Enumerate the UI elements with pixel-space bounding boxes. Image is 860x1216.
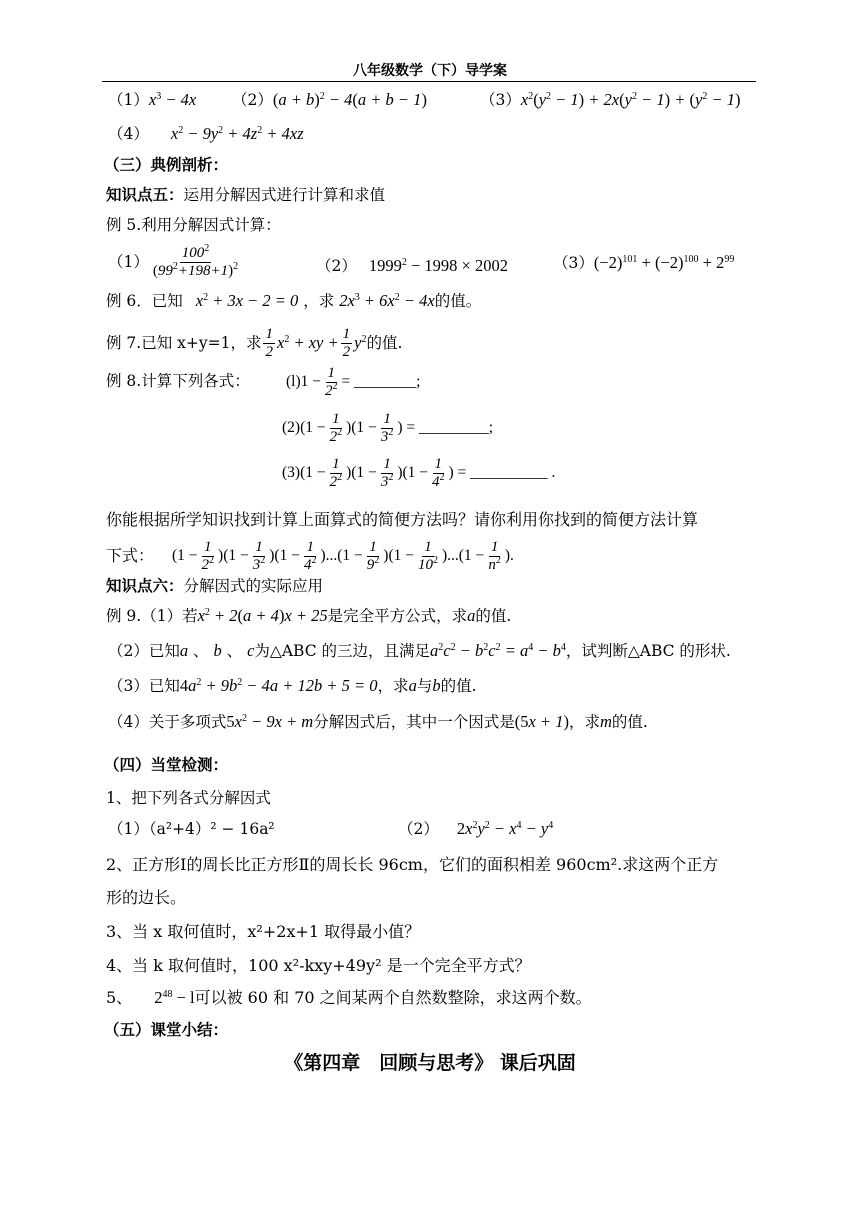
exercise-2-row: [232, 90, 427, 110]
example-8-part-1: (l)1 − $\frac{1}{2^2}$ = ________;: [286, 364, 421, 399]
example-5-text: 例 5.利用分解因式计算：: [106, 216, 281, 234]
example-5-part-1: [108, 241, 242, 283]
ex9-p3-a: （3）已知: [108, 677, 180, 695]
exercise-4-expression: $x^2 - 9y^2 + 4z^2 + 4xz$: [170, 124, 304, 143]
ex5-part-3-expression: $(-2)^{101} + (-2)^{100} + 2^{99}$: [593, 253, 735, 272]
ex9-p2-b: 为△ABC 的三边，且满足: [254, 642, 431, 660]
ex5-part-2-expression: $1999^2 - 1998 \times 2002$: [368, 256, 508, 275]
exercise-4-label: （4）: [108, 125, 149, 143]
ex9-p2-c: ，试判断△ABC 的形状.: [565, 642, 731, 660]
example-8-part-2: (2)(1 − $\frac{1}{2^2}$ )(1 − $\frac{1}{3^2}$ ) = _________;: [282, 410, 494, 445]
ex6-suffix: 的值。: [434, 292, 482, 310]
example-6: [106, 291, 481, 311]
example-7: [106, 323, 402, 363]
knowledge-point-6: [106, 576, 323, 596]
exercise-4-row: [108, 124, 304, 144]
page-header-title: 八年级数学（下）导学案: [353, 63, 507, 79]
ex9-p4-d: 的值.: [611, 713, 648, 731]
exercise-3-row: [480, 90, 740, 110]
ex9-p4-factor: (5x + 1): [514, 712, 569, 731]
knowledge-point-5: [106, 185, 385, 205]
ex9-p3-c: 与: [416, 677, 433, 695]
ex7-prefix: 例 7.已知 x+y=1，求: [106, 334, 262, 352]
question-line-2-label: 下式：: [106, 546, 155, 565]
check-2-line-1: 2、正方形Ⅰ的周长比正方形Ⅱ的周长长 96cm，它们的面积相差 960cm².求这两个正方: [106, 855, 719, 874]
ex6-condition: $x^2 + 3x - 2 = 0$: [195, 291, 299, 310]
kp6-label: 知识点六：: [106, 577, 184, 595]
ex7-half-2: $\frac{1}{2}$: [342, 325, 351, 360]
kp5-text: 运用分解因式进行计算和求值: [183, 186, 386, 204]
ex6-mid: ，求: [303, 292, 335, 310]
example-9-part-3: （3）已知$4a^2 + 9b^2 - 4a + 12b + 5 = 0$，求a与b的值.: [108, 676, 477, 695]
ex9-p3-b: ，求: [377, 677, 409, 695]
ex9-p2-vars: a: [179, 641, 189, 660]
example-5-part-3: [553, 253, 734, 273]
chapter-title: 《第四章 回顾与思考》 课后巩固: [284, 1052, 576, 1074]
exercise-2-label: （2）: [232, 91, 273, 109]
question-line-1: 你能根据所学知识找到计算上面算式的简便方法吗？请你利用你找到的简便方法计算: [106, 510, 699, 529]
exercise-3-label: （3）: [480, 91, 521, 109]
ex9-p1-a: 例 9.（1）若: [106, 607, 198, 625]
ex9-p1-c: 的值.: [475, 607, 512, 625]
example-9-part-4: （4）关于多项式$5x^2 - 9x + m$分解因式后，其中一个因式是(5x + 1)，求m的值.: [108, 712, 648, 731]
ex7-term-1: $x^2$ + xy +: [276, 333, 339, 352]
check-5-label: 5、: [106, 988, 133, 1007]
header-rule: [102, 81, 756, 82]
example-9-part-2: （2）已知a 、 b 、 c为△ABC 的三边，且满足$a^2c^2 - b^2c^2 = a^4 - b^4$，试判断△ABC 的形状.: [108, 641, 731, 660]
check-4: 4、当 k 取何值时，100 x²-kxy+49y² 是一个完全平方式？: [106, 956, 531, 975]
check-2-line-2: 形的边长。: [106, 888, 187, 907]
ex5-part-1-label: （1）: [108, 253, 149, 271]
exercise-1-label: （1）: [108, 91, 149, 109]
example-8-part-3: (3)(1 − $\frac{1}{2^2}$ )(1 − $\frac{1}{3^2}$ )(1 − $\frac{1}{4^2}$ ) = __________ .: [282, 455, 556, 490]
example-8-text: 例 8.计算下列各式：: [106, 372, 250, 390]
example-5-part-2: [316, 256, 508, 276]
section-5-heading: （五）课堂小结：: [104, 1021, 229, 1039]
ex9-p1-expression: $x^2 + 2(a + 4)x + 25$: [197, 606, 328, 625]
ex9-p2-a: （2）已知: [108, 642, 180, 660]
ex5-part-3-label: （3）: [553, 254, 594, 272]
kp5-label: 知识点五：: [106, 186, 184, 204]
ex7-suffix: 的值.: [366, 334, 403, 352]
ex9-p1-var: a: [467, 606, 476, 625]
ex9-p2-expression: $a^2c^2 - b^2c^2 = a^4 - b^4$: [430, 641, 566, 660]
ex9-p4-c: ，求: [568, 713, 600, 731]
ex6-prefix: 例 6．已知: [106, 292, 183, 310]
ex7-term-2: $y^2$: [354, 333, 367, 352]
ex5-part-2-label: （2）: [316, 257, 357, 275]
check-5: [106, 988, 592, 1008]
exercise-1-expression: $x^3 - 4x$: [148, 90, 197, 109]
ex9-p4-a: （4）关于多项式: [108, 713, 227, 731]
ex6-target: $2x^3 + 6x^2 - 4x$: [339, 291, 435, 310]
ex9-p3-d: 的值.: [440, 677, 477, 695]
ex5-part-1-fraction: $\frac{100^2}{(99^2+198+1)^2}$: [152, 242, 239, 279]
ex9-p4-polynomial: $5x^2 - 9x + m$: [226, 712, 314, 731]
check-5-expression: $2^{48} - l$: [154, 988, 195, 1007]
section-4-heading: （四）当堂检测：: [104, 756, 229, 774]
check-3: 3、当 x 取何值时，x²+2x+1 取得最小值？: [106, 922, 421, 941]
kp6-text: 分解因式的实际应用: [183, 577, 324, 595]
example-9-part-1: [106, 606, 511, 626]
check-1: 1、把下列各式分解因式: [106, 789, 271, 807]
ex7-half-1: $\frac{1}{2}$: [265, 325, 273, 360]
question-line-2: 下式： (1 − $\frac{1}{2^2}$ )(1 − $\frac{1}{3^2}$ )(1 − $\frac{1}{4^2}$ )...(1 − $\frac{1}{9^2}$ )(1 − $\frac{1}{10^2}$ )...(1 − $\frac{1}{n^2}$ ).: [106, 538, 514, 573]
check-1-part-1: （1）（a²+4）² − 16a²: [108, 820, 275, 838]
ex9-p3-expression: $4a^2 + 9b^2 - 4a + 12b + 5 = 0$: [179, 676, 378, 695]
exercise-2-expression: $(a + b)^2 - 4(a + b - 1)$: [272, 90, 427, 109]
ex9-p1-b: 是完全平方公式，求: [327, 607, 468, 625]
check-1-part-2: [398, 819, 553, 839]
check-1-part-2-label: （2）: [398, 820, 439, 838]
exercise-3-expression: $x^2(y^2 - 1) + 2x(y^2 - 1) + (y^2 - 1)$: [520, 90, 741, 109]
exercise-1-row: [108, 90, 196, 110]
check-1-part-2-expression: $2x^2y^2 - x^4 - y^4$: [456, 819, 554, 838]
check-5-text: 可以被 60 和 70 之间某两个自然数整除，求这两个数。: [194, 988, 592, 1007]
section-3-heading: （三）典例剖析：: [104, 156, 229, 174]
ex9-p4-b: 分解因式后，其中一个因式是: [313, 713, 515, 731]
